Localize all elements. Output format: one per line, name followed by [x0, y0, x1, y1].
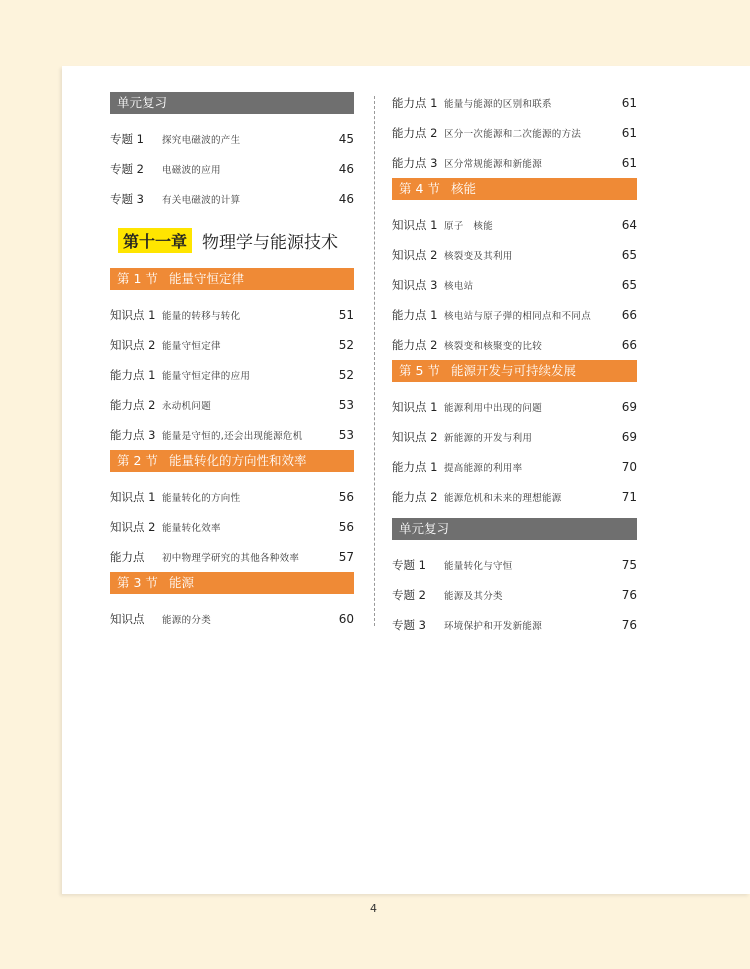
entry-title: 能源的分类 — [162, 615, 212, 626]
entry-page-number: 76 — [621, 618, 637, 632]
entry-title: 能量的转移与转化 — [162, 311, 241, 322]
toc-entry[interactable] — [392, 422, 637, 452]
entry-title: 能量守恒定律 — [162, 341, 221, 352]
toc-entry[interactable] — [110, 330, 354, 360]
entry-label: 能力点 1 — [392, 308, 438, 322]
entry-label: 能力点 — [110, 550, 145, 564]
toc-entry[interactable] — [392, 482, 637, 512]
toc-entry[interactable] — [392, 610, 637, 640]
entry-label: 知识点 2 — [110, 338, 156, 352]
section-5-header — [392, 360, 637, 382]
entry-title: 能量守恒定律的应用 — [162, 371, 251, 382]
unit-review-header: 单元复习 — [110, 92, 354, 114]
entry-title: 原子 核能 — [444, 221, 494, 232]
toc-entry[interactable] — [110, 360, 354, 390]
entry-title: 区分常规能源和新能源 — [444, 159, 543, 170]
section-2-title: 能量转化的方向性和效率 — [169, 453, 307, 468]
entry-label: 专题 3 — [110, 192, 144, 206]
entry-title: 核电站 — [444, 281, 474, 292]
toc-entry[interactable] — [392, 550, 637, 580]
entry-title: 核电站与原子弹的相同点和不同点 — [444, 311, 592, 322]
toc-entry[interactable] — [392, 270, 637, 300]
toc-entry[interactable] — [110, 300, 354, 330]
entry-label: 知识点 1 — [110, 308, 156, 322]
toc-entry[interactable] — [392, 118, 637, 148]
toc-entry[interactable] — [110, 604, 354, 634]
entry-label: 专题 2 — [392, 588, 426, 602]
entry-page-number: 56 — [338, 490, 354, 504]
entry-page-number: 56 — [338, 520, 354, 534]
entry-title: 提高能源的利用率 — [444, 463, 523, 474]
section-5-title: 能源开发与可持续发展 — [451, 363, 577, 378]
unit-review-list-right — [392, 550, 637, 640]
toc-entry[interactable] — [110, 420, 354, 450]
entry-page-number: 46 — [338, 192, 354, 206]
entry-page-number: 69 — [621, 430, 637, 444]
section-1-title: 能量守恒定律 — [169, 271, 245, 286]
page-number: 4 — [370, 902, 377, 915]
left-column — [110, 92, 354, 634]
entry-page-number: 51 — [338, 308, 354, 322]
section-2-number: 第 2 节 — [117, 453, 158, 468]
entry-label: 知识点 — [110, 612, 145, 626]
section-2-list — [110, 482, 354, 572]
toc-entry[interactable] — [110, 124, 354, 154]
right-column — [392, 88, 637, 640]
toc-entry[interactable] — [392, 88, 637, 118]
entry-title: 能量转化效率 — [162, 523, 221, 534]
toc-entry[interactable] — [392, 300, 637, 330]
section-1-number: 第 1 节 — [117, 271, 158, 286]
entry-label: 专题 1 — [392, 558, 426, 572]
entry-label: 能力点 3 — [110, 428, 156, 442]
entry-page-number: 75 — [621, 558, 637, 572]
entry-title: 有关电磁波的计算 — [162, 195, 241, 206]
section-4-number: 第 4 节 — [399, 181, 440, 196]
entry-label: 能力点 1 — [392, 96, 438, 110]
entry-title: 能源利用中出现的问题 — [444, 403, 543, 414]
toc-entry[interactable] — [392, 148, 637, 178]
unit-review-list — [110, 124, 354, 214]
entry-title: 区分一次能源和二次能源的方法 — [444, 129, 582, 140]
entry-label: 能力点 1 — [392, 460, 438, 474]
section-3-number: 第 3 节 — [117, 575, 158, 590]
toc-entry[interactable] — [392, 210, 637, 240]
entry-label: 专题 2 — [110, 162, 144, 176]
entry-page-number: 52 — [338, 368, 354, 382]
section-3-header — [110, 572, 354, 594]
entry-page-number: 61 — [621, 156, 637, 170]
section-5-list — [392, 392, 637, 512]
entry-title: 环境保护和开发新能源 — [444, 621, 543, 632]
entry-label: 能力点 1 — [110, 368, 156, 382]
entry-label: 知识点 1 — [392, 218, 438, 232]
entry-page-number: 65 — [621, 248, 637, 262]
entry-page-number: 53 — [338, 398, 354, 412]
entry-title: 能量是守恒的,还会出现能源危机 — [162, 431, 303, 442]
toc-entry[interactable] — [392, 452, 637, 482]
entry-page-number: 46 — [338, 162, 354, 176]
section-3-continued-list — [392, 88, 637, 178]
entry-title: 永动机问题 — [162, 401, 212, 412]
toc-entry[interactable] — [110, 390, 354, 420]
entry-label: 能力点 2 — [392, 490, 438, 504]
toc-entry[interactable] — [110, 512, 354, 542]
entry-label: 知识点 2 — [392, 430, 438, 444]
toc-entry[interactable] — [392, 330, 637, 360]
chapter-tag: 第十一章 — [118, 228, 192, 253]
entry-label: 能力点 2 — [392, 338, 438, 352]
section-4-title: 核能 — [451, 181, 477, 196]
entry-label: 专题 1 — [110, 132, 144, 146]
entry-page-number: 61 — [621, 126, 637, 140]
toc-entry[interactable] — [110, 542, 354, 572]
toc-page — [62, 66, 750, 894]
entry-page-number: 45 — [338, 132, 354, 146]
entry-page-number: 60 — [338, 612, 354, 626]
toc-entry[interactable] — [392, 392, 637, 422]
entry-page-number: 65 — [621, 278, 637, 292]
section-4-header — [392, 178, 637, 200]
section-4-list — [392, 210, 637, 360]
section-3-list — [110, 604, 354, 634]
section-3-title: 能源 — [169, 575, 195, 590]
entry-title: 初中物理学研究的其他各种效率 — [162, 553, 300, 564]
entry-label: 知识点 2 — [392, 248, 438, 262]
toc-entry[interactable] — [392, 580, 637, 610]
entry-title: 探究电磁波的产生 — [162, 135, 241, 146]
entry-title: 电磁波的应用 — [162, 165, 221, 176]
toc-entry[interactable] — [110, 184, 354, 214]
toc-entry[interactable] — [110, 482, 354, 512]
entry-title: 能量转化的方向性 — [162, 493, 241, 504]
entry-page-number: 61 — [621, 96, 637, 110]
section-1-header — [110, 268, 354, 290]
entry-page-number: 64 — [621, 218, 637, 232]
chapter-title: 物理学与能源技术 — [202, 232, 339, 253]
column-divider — [374, 96, 375, 626]
entry-page-number: 70 — [621, 460, 637, 474]
entry-title: 能量与能源的区别和联系 — [444, 99, 552, 110]
entry-page-number: 66 — [621, 308, 637, 322]
toc-entry[interactable] — [110, 154, 354, 184]
entry-label: 能力点 2 — [110, 398, 156, 412]
entry-label: 知识点 1 — [110, 490, 156, 504]
entry-label: 知识点 1 — [392, 400, 438, 414]
entry-page-number: 69 — [621, 400, 637, 414]
unit-review-header-right: 单元复习 — [392, 518, 637, 540]
entry-label: 知识点 3 — [392, 278, 438, 292]
section-5-number: 第 5 节 — [399, 363, 440, 378]
section-1-list — [110, 300, 354, 450]
entry-title: 核裂变及其利用 — [444, 251, 513, 262]
entry-page-number: 76 — [621, 588, 637, 602]
entry-page-number: 57 — [338, 550, 354, 564]
chapter-heading — [118, 226, 354, 254]
entry-label: 知识点 2 — [110, 520, 156, 534]
entry-label: 专题 3 — [392, 618, 426, 632]
entry-title: 能源危机和未来的理想能源 — [444, 493, 562, 504]
entry-page-number: 53 — [338, 428, 354, 442]
entry-title: 能量转化与守恒 — [444, 561, 513, 572]
entry-title: 新能源的开发与利用 — [444, 433, 533, 444]
entry-title: 核裂变和核聚变的比较 — [444, 341, 543, 352]
entry-page-number: 71 — [621, 490, 637, 504]
section-2-header — [110, 450, 354, 472]
toc-entry[interactable] — [392, 240, 637, 270]
entry-title: 能源及其分类 — [444, 591, 503, 602]
entry-page-number: 52 — [338, 338, 354, 352]
entry-page-number: 66 — [621, 338, 637, 352]
entry-label: 能力点 3 — [392, 156, 438, 170]
entry-label: 能力点 2 — [392, 126, 438, 140]
